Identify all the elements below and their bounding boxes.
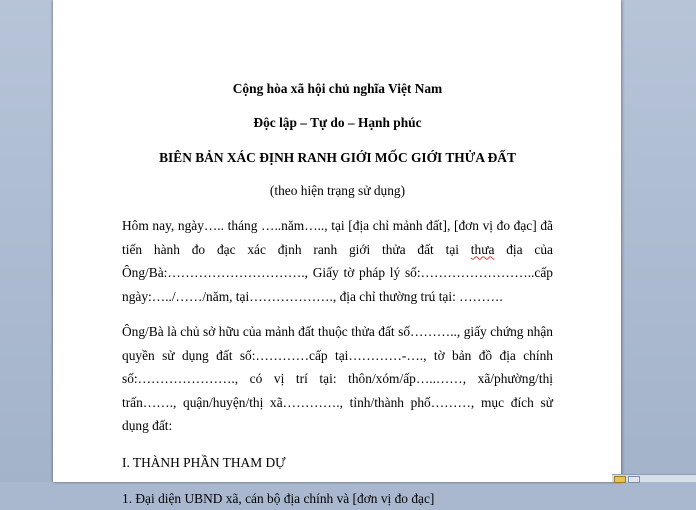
national-motto: Độc lập – Tự do – Hạnh phúc [253,115,422,130]
paragraph-intro [122,214,553,308]
view-mode-icon[interactable] [614,476,626,483]
paragraph-intro-part1: Hôm nay, ngày….. tháng …..năm….., tại [địa chỉ mảnh đất], [đơn vị đo đạc] đã tiến hành đo đạc xác định ranh giới thửa đất tại [122,218,553,257]
document-subtitle: (theo hiện trạng sử dụng) [269,183,406,198]
paragraph-intro-part2: địa của Ông/Bà:…………………………., Giấy tờ pháp lý số:……………………..cấp ngày:…../……/năm, tại………………., địa chỉ thường trú tại: ………. [122,241,553,304]
paragraph-owner: Ông/Bà là chủ sở hữu của mảnh đất thuộc thửa đất số……….., giấy chứng nhận quyền sử dụng đất số:…………cấp tại…………-…., tờ bản đồ địa chính số:…………………., có vị trí tại: thôn/xóm/ấp…..……, xã/phường/thị trấn……., quận/huyện/thị xã…………., tỉnh/thành phố………, mục đích sử dụng đất: [122,324,553,433]
section-heading-participants: I. THÀNH PHẦN THAM DỰ [122,454,286,470]
document-page[interactable] [53,0,621,506]
layout-view-icon[interactable] [628,476,640,483]
list-item-representative: 1. Đại diện UBND xã, cán bộ địa chính và [đơn vị đo đạc] [122,490,435,506]
document-body [122,78,553,510]
document-title: BIÊN BẢN XÁC ĐỊNH RANH GIỚI MỐC GIỚI THỬA ĐẤT [159,150,516,165]
national-title: Cộng hòa xã hội chủ nghĩa Việt Nam [232,81,443,96]
spelling-error-word[interactable]: thưa [470,241,495,257]
status-bar [612,474,696,482]
